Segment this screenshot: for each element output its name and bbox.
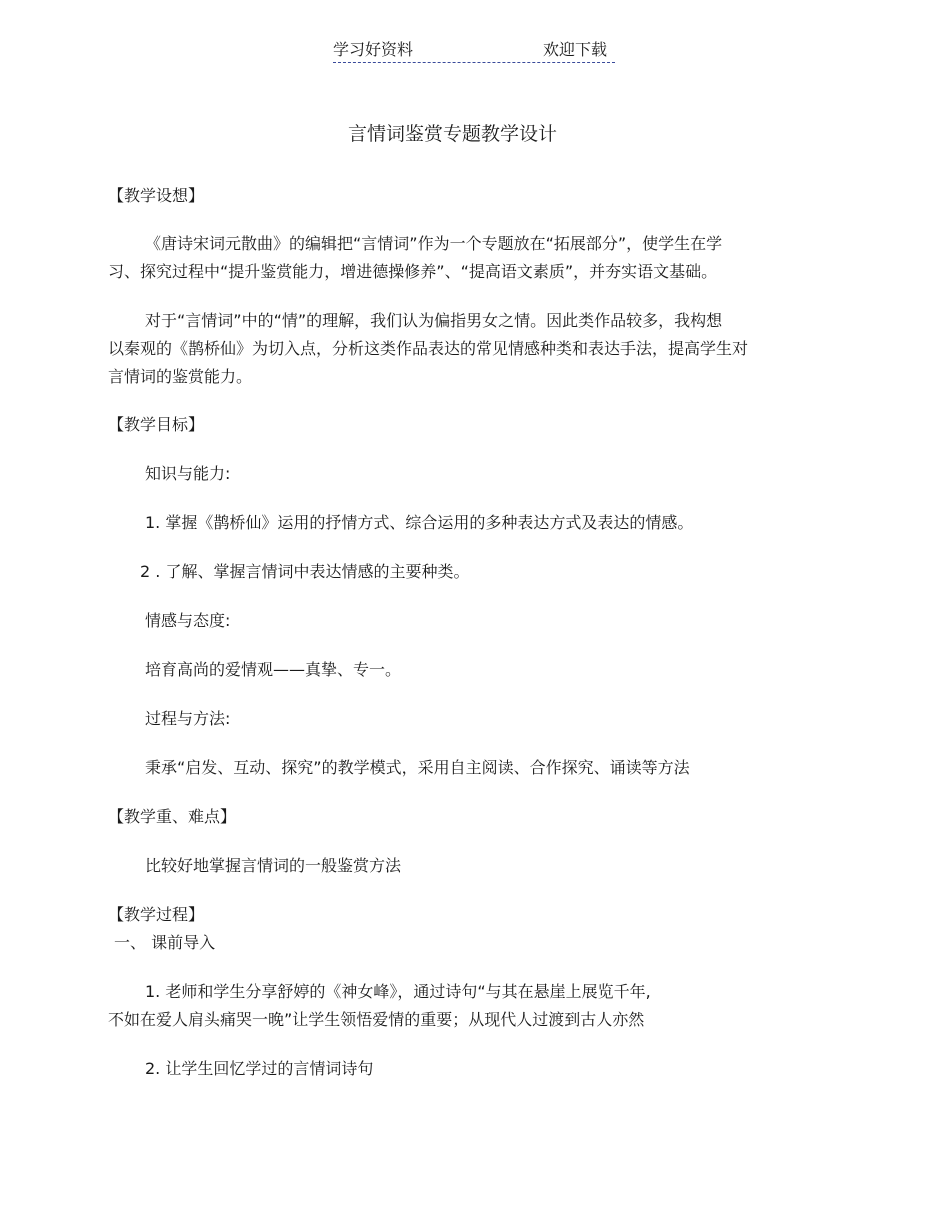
paragraph-line: 比较好地掌握言情词的一般鉴赏方法 <box>145 856 402 875</box>
paragraph-line: 言情词的鉴赏能力。 <box>108 367 253 386</box>
list-item: 培育高尚的爱情观——真挚、专一。 <box>145 660 402 679</box>
paragraph-line: 习、探究过程中“提升鉴赏能力，增进德操修养”、“提高语文素质”，并夯实语文基础。 <box>108 262 718 281</box>
paragraph-line: 1. 老师和学生分享舒婷的《神女峰》，通过诗句“与其在悬崖上展览千年, <box>145 982 651 1001</box>
subheading-emotion: 情感与态度: <box>145 611 231 630</box>
paragraph-line: 以秦观的《鹊桥仙》为切入点，分析这类作品表达的常见情感种类和表达手法，提高学生对 <box>108 339 749 358</box>
subheading-knowledge: 知识与能力: <box>145 464 231 483</box>
paragraph-line: 2. 让学生回忆学过的言情词诗句 <box>145 1059 374 1078</box>
header-left: 学习好资料 <box>333 40 414 59</box>
section-heading-idea: 【教学设想】 <box>108 186 205 205</box>
list-item: 2 . 了解、掌握言情词中表达情感的主要种类。 <box>140 562 470 581</box>
subheading-process: 过程与方法: <box>145 709 231 728</box>
list-item: 1. 掌握《鹊桥仙》运用的抒情方式、综合运用的多种表达方式及表达的情感。 <box>145 513 694 532</box>
paragraph-line: 对于“言情词”中的“情”的理解，我们认为偏指男女之情。因此类作品较多，我构想 <box>145 311 723 330</box>
document-title: 言情词鉴赏专题教学设计 <box>348 123 558 145</box>
section-heading-goals: 【教学目标】 <box>108 415 205 434</box>
paragraph-line: 《唐诗宋词元散曲》的编辑把“言情词”作为一个专题放在“拓展部分”，使学生在学 <box>145 234 723 253</box>
section-heading-key: 【教学重、难点】 <box>108 807 237 826</box>
section-heading-procedure: 【教学过程】 <box>108 905 205 924</box>
subheading-part1: 一、 课前导入 <box>114 933 216 952</box>
list-item: 秉承“启发、互动、探究”的教学模式，采用自主阅读、合作探究、诵读等方法 <box>145 758 690 777</box>
header-right: 欢迎下载 <box>543 40 608 59</box>
paragraph-line: 不如在爱人肩头痛哭一晚”让学生领悟爱情的重要；从现代人过渡到古人亦然 <box>108 1010 645 1029</box>
header-divider <box>333 62 615 63</box>
